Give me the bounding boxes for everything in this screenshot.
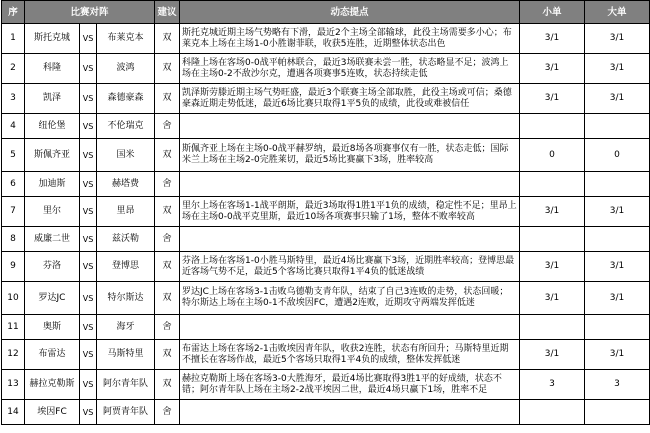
vs-label: VS	[80, 252, 97, 282]
big-ticket	[585, 315, 650, 340]
analysis-text: 赫拉克勒斯上场在客场3-0大胜海牙，最近4场比赛取得3胜1平的好成绩，状态不错；阿尔青年队上场在主场2-2战平埃因二世，最近4场只赢下1场，胜率不足	[180, 370, 520, 400]
big-ticket: 0	[585, 139, 650, 172]
table-row	[2, 400, 650, 425]
small-ticket	[520, 400, 585, 425]
suggestion: 舍	[155, 400, 180, 425]
small-ticket	[520, 227, 585, 252]
away-team: 阿贾青年队	[97, 400, 155, 425]
suggestion: 双	[155, 54, 180, 84]
small-ticket: 3/1	[520, 252, 585, 282]
row-index: 13	[2, 370, 25, 400]
suggestion: 舍	[155, 172, 180, 197]
row-index: 10	[2, 282, 25, 315]
vs-label: VS	[80, 282, 97, 315]
table-row	[2, 227, 650, 252]
home-team: 布雷达	[25, 340, 80, 370]
row-index: 2	[2, 54, 25, 84]
table-row	[2, 114, 650, 139]
vs-label: VS	[80, 24, 97, 54]
small-ticket	[520, 114, 585, 139]
table-row	[2, 54, 650, 84]
analysis-text	[180, 400, 520, 425]
big-ticket: 3/1	[585, 54, 650, 84]
home-team: 埃因FC	[25, 400, 80, 425]
row-index: 3	[2, 84, 25, 114]
big-ticket	[585, 227, 650, 252]
big-ticket: 3	[585, 370, 650, 400]
row-index: 5	[2, 139, 25, 172]
analysis-text	[180, 114, 520, 139]
table-row	[2, 172, 650, 197]
vs-label: VS	[80, 227, 97, 252]
suggestion: 双	[155, 139, 180, 172]
away-team: 不伦瑞克	[97, 114, 155, 139]
col-header-suggestion: 建议	[155, 1, 180, 24]
row-index: 14	[2, 400, 25, 425]
home-team: 罗达JC	[25, 282, 80, 315]
home-team: 芬洛	[25, 252, 80, 282]
small-ticket: 3/1	[520, 197, 585, 227]
table-header-row	[2, 1, 650, 24]
suggestion: 舍	[155, 315, 180, 340]
home-team: 凯泽	[25, 84, 80, 114]
table-row	[2, 315, 650, 340]
away-team: 登博思	[97, 252, 155, 282]
home-team: 奥斯	[25, 315, 80, 340]
suggestion: 双	[155, 24, 180, 54]
suggestion: 双	[155, 282, 180, 315]
away-team: 马斯特里	[97, 340, 155, 370]
small-ticket	[520, 315, 585, 340]
table-row	[2, 197, 650, 227]
big-ticket	[585, 172, 650, 197]
away-team: 国米	[97, 139, 155, 172]
row-index: 11	[2, 315, 25, 340]
row-index: 4	[2, 114, 25, 139]
big-ticket	[585, 400, 650, 425]
home-team: 斯托克城	[25, 24, 80, 54]
match-table	[1, 0, 650, 425]
small-ticket: 3/1	[520, 84, 585, 114]
big-ticket: 3/1	[585, 252, 650, 282]
table-row	[2, 282, 650, 315]
table-row	[2, 370, 650, 400]
col-header-analysis: 动态提点	[180, 1, 520, 24]
suggestion: 双	[155, 252, 180, 282]
big-ticket: 3/1	[585, 84, 650, 114]
row-index: 8	[2, 227, 25, 252]
home-team: 里尔	[25, 197, 80, 227]
vs-label: VS	[80, 370, 97, 400]
away-team: 布莱克本	[97, 24, 155, 54]
row-index: 7	[2, 197, 25, 227]
analysis-text: 斯佩齐亚上场在主场0-0战平赫罗纳，最近8场各项赛事仅有一胜，状态走低；国际米兰上场在主场2-0完胜莱切，最近5场比赛赢下3场，胜率较高	[180, 139, 520, 172]
vs-label: VS	[80, 54, 97, 84]
row-index: 1	[2, 24, 25, 54]
away-team: 里昂	[97, 197, 155, 227]
analysis-text	[180, 227, 520, 252]
suggestion: 舍	[155, 227, 180, 252]
big-ticket: 3/1	[585, 282, 650, 315]
analysis-text: 里尔上场在客场1-1战平朗斯，最近3场取得1胜1平1负的成绩，稳定性不足；里昂上场在主场0-0战平克里斯，最近10场各项赛事只输了1场，整体不败率较高	[180, 197, 520, 227]
col-header-small: 小单	[520, 1, 585, 24]
analysis-text: 斯托克城近期主场气势略有下滑，最近2个主场全部输球，此役主场需要多小心；布莱克本上场在主场1-0小胜谢菲联，收获5连胜，近期整体状态出色	[180, 24, 520, 54]
table-row	[2, 340, 650, 370]
vs-label: VS	[80, 114, 97, 139]
suggestion: 双	[155, 370, 180, 400]
away-team: 兹沃勒	[97, 227, 155, 252]
table-row	[2, 139, 650, 172]
suggestion: 舍	[155, 114, 180, 139]
vs-label: VS	[80, 340, 97, 370]
analysis-text: 布雷达上场在客场2-1击败埃因青年队，收获2连胜，状态有所回升；马斯特里近期不擅长在客场作战，最近5个客场只取得1平4负的成绩，整体发挥低迷	[180, 340, 520, 370]
vs-label: VS	[80, 139, 97, 172]
away-team: 特尔斯达	[97, 282, 155, 315]
analysis-text	[180, 315, 520, 340]
big-ticket: 3/1	[585, 24, 650, 54]
big-ticket	[585, 114, 650, 139]
suggestion: 双	[155, 340, 180, 370]
analysis-text	[180, 172, 520, 197]
vs-label: VS	[80, 172, 97, 197]
analysis-text: 凯泽斯劳滕近期主场气势旺盛，最近3个联赛主场全部取胜，此役主场或可信；桑德豪森近期走势低迷，最近6场比赛只取得1平5负的成绩，此役或难被信任	[180, 84, 520, 114]
analysis-text: 芬洛上场在客场1-0小胜马斯特里，最近4场比赛赢下3场，近期胜率较高；登博思最近客场气势不足，最近5个客场比赛只取得1平4负的低迷战绩	[180, 252, 520, 282]
vs-label: VS	[80, 84, 97, 114]
row-index: 12	[2, 340, 25, 370]
home-team: 科隆	[25, 54, 80, 84]
col-header-big: 大单	[585, 1, 650, 24]
table-row	[2, 84, 650, 114]
row-index: 9	[2, 252, 25, 282]
away-team: 海牙	[97, 315, 155, 340]
away-team: 阿尔青年队	[97, 370, 155, 400]
small-ticket: 3/1	[520, 24, 585, 54]
suggestion: 双	[155, 84, 180, 114]
home-team: 纽伦堡	[25, 114, 80, 139]
small-ticket: 3	[520, 370, 585, 400]
vs-label: VS	[80, 315, 97, 340]
small-ticket: 3/1	[520, 282, 585, 315]
vs-label: VS	[80, 197, 97, 227]
big-ticket: 3/1	[585, 340, 650, 370]
table-row	[2, 24, 650, 54]
big-ticket: 3/1	[585, 197, 650, 227]
small-ticket: 3/1	[520, 54, 585, 84]
away-team: 森德豪森	[97, 84, 155, 114]
home-team: 斯佩齐亚	[25, 139, 80, 172]
table-row	[2, 252, 650, 282]
vs-label: VS	[80, 400, 97, 425]
home-team: 赫拉克勒斯	[25, 370, 80, 400]
home-team: 威廉二世	[25, 227, 80, 252]
row-index: 6	[2, 172, 25, 197]
small-ticket: 0	[520, 139, 585, 172]
away-team: 赫塔费	[97, 172, 155, 197]
col-header-index: 序	[2, 1, 25, 24]
home-team: 加迪斯	[25, 172, 80, 197]
analysis-text: 罗达JC上场在客场3-1击败乌德勒支青年队，结束了自己3连败的走势，状态回暖；特尔斯达上场在主场0-1不敌埃因FC，遭遇2连败，近期攻守两端发挥低迷	[180, 282, 520, 315]
small-ticket	[520, 172, 585, 197]
analysis-text: 科隆上场在客场0-0战平帕林联合，最近3场联赛未尝一胜，状态略显不足；波鸿上场在主场0-2不敌沙尔克，遭遇各项赛事5连败，状态持续走低	[180, 54, 520, 84]
suggestion: 双	[155, 197, 180, 227]
away-team: 波鸿	[97, 54, 155, 84]
small-ticket: 3/1	[520, 340, 585, 370]
col-header-match: 比赛对阵	[25, 1, 155, 24]
